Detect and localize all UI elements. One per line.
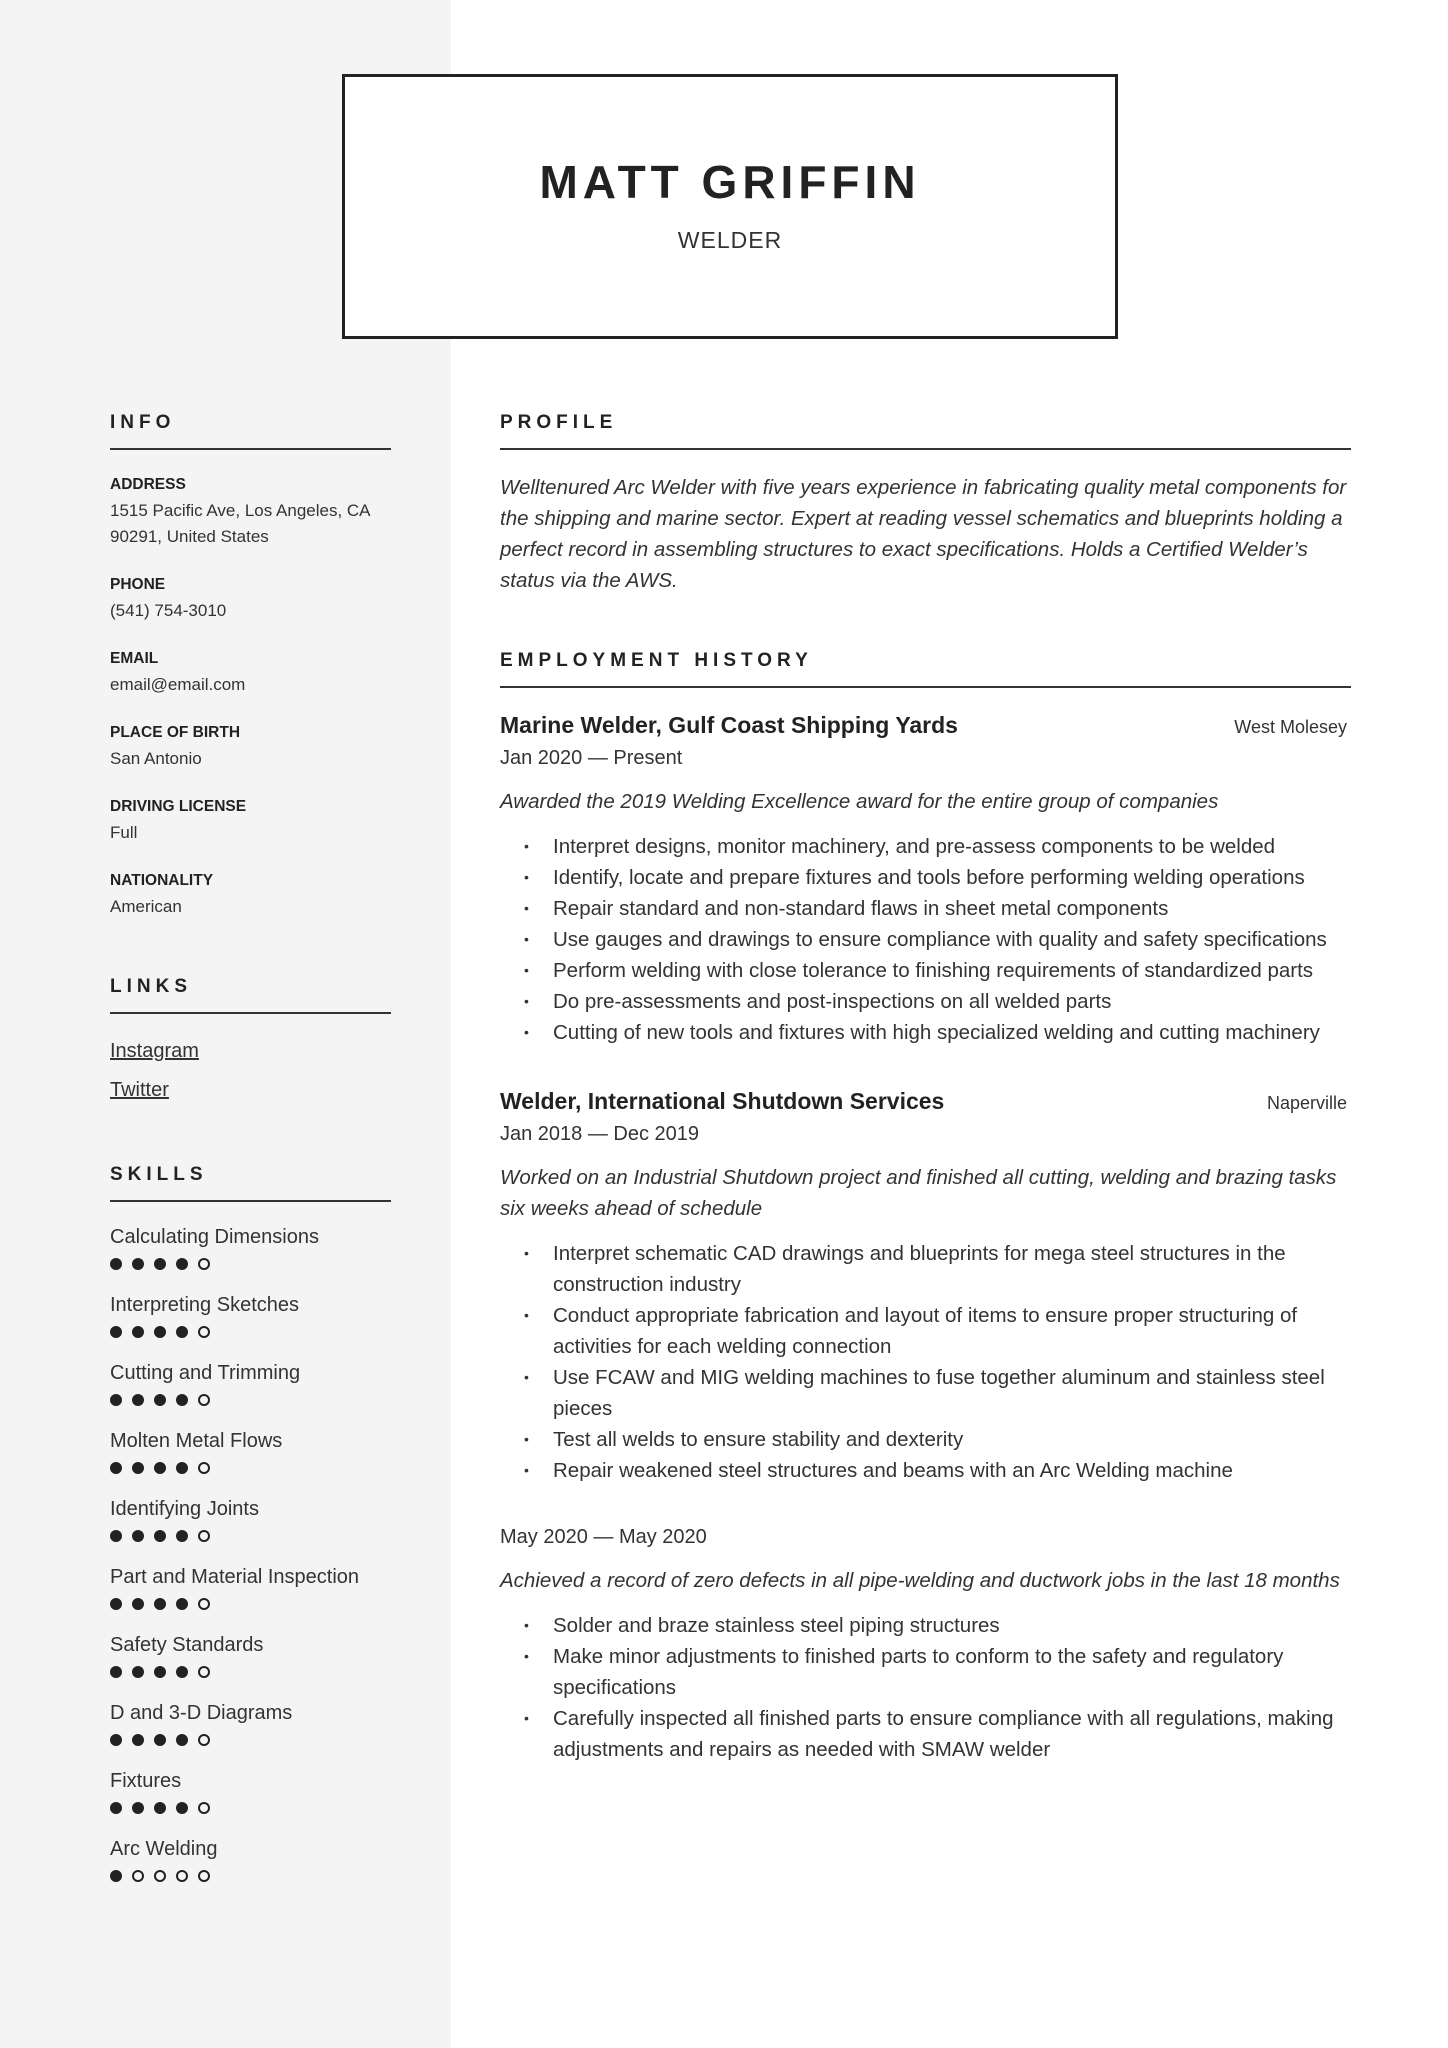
job-bullet: • Conduct appropriate fabrication and layout of items to ensure proper structuring of activities for each welding connection xyxy=(500,1300,1351,1362)
job-bullet: • Test all welds to ensure stability and dexterity xyxy=(500,1424,1351,1455)
skill-rating xyxy=(110,1462,391,1474)
filled-dot-icon xyxy=(154,1326,166,1338)
job-summary: Awarded the 2019 Welding Excellence award for the entire group of companies xyxy=(500,790,1219,813)
info-label: EMAIL xyxy=(110,650,159,667)
job-bullets xyxy=(500,1610,1351,1765)
skill-item xyxy=(110,1224,391,1270)
job-summary: Worked on an Industrial Shutdown project and finished all cutting, welding and brazing tasks six weeks ahead of schedule xyxy=(500,1166,1337,1220)
skill-rating xyxy=(110,1870,391,1882)
instagram-link[interactable]: Instagram xyxy=(110,1040,199,1062)
skill-name: Fixtures xyxy=(110,1770,182,1792)
job-bullet: • Identify, locate and prepare fixtures and tools before performing welding operations xyxy=(500,862,1351,893)
skill-item xyxy=(110,1496,391,1542)
skill-name: Interpreting Sketches xyxy=(110,1294,299,1316)
filled-dot-icon xyxy=(110,1394,122,1406)
skill-item xyxy=(110,1292,391,1338)
info-fields xyxy=(110,476,391,920)
filled-dot-icon xyxy=(154,1734,166,1746)
empty-dot-icon xyxy=(198,1326,210,1338)
filled-dot-icon xyxy=(154,1462,166,1474)
filled-dot-icon xyxy=(154,1258,166,1270)
job-dates: Jan 2018 — Dec 2019 xyxy=(500,1123,700,1145)
links-heading: LINKS xyxy=(110,976,391,1014)
filled-dot-icon xyxy=(110,1462,122,1474)
filled-dot-icon xyxy=(132,1802,144,1814)
job-bullet: • Interpret designs, monitor machinery, and pre-assess components to be welded xyxy=(500,831,1351,862)
filled-dot-icon xyxy=(132,1598,144,1610)
job-bullet: • Repair weakened steel structures and beams with an Arc Welding machine xyxy=(500,1455,1351,1486)
info-value: San Antonio xyxy=(110,749,202,768)
filled-dot-icon xyxy=(110,1598,122,1610)
job-location: Naperville xyxy=(1266,1093,1347,1113)
job-entry xyxy=(500,1526,1351,1765)
filled-dot-icon xyxy=(176,1802,188,1814)
skill-rating xyxy=(110,1394,391,1406)
empty-dot-icon xyxy=(198,1462,210,1474)
job-title: Marine Welder, Gulf Coast Shipping Yards xyxy=(500,712,958,738)
filled-dot-icon xyxy=(132,1666,144,1678)
filled-dot-icon xyxy=(176,1530,188,1542)
job-bullet: • Solder and braze stainless steel piping structures xyxy=(500,1610,1351,1641)
empty-dot-icon xyxy=(198,1394,210,1406)
skill-item xyxy=(110,1564,391,1610)
skill-rating xyxy=(110,1666,391,1678)
skill-rating xyxy=(110,1326,391,1338)
skill-item xyxy=(110,1428,391,1474)
info-label: DRIVING LICENSE xyxy=(110,798,247,815)
job-entry xyxy=(500,712,1351,1048)
skill-name: Cutting and Trimming xyxy=(110,1362,301,1384)
empty-dot-icon xyxy=(198,1734,210,1746)
employment-heading: EMPLOYMENT HISTORY xyxy=(500,650,1351,688)
job-title: Welder, International Shutdown Services xyxy=(500,1088,945,1114)
filled-dot-icon xyxy=(154,1530,166,1542)
empty-dot-icon xyxy=(198,1870,210,1882)
job-header xyxy=(500,1088,1351,1115)
filled-dot-icon xyxy=(154,1802,166,1814)
info-label: NATIONALITY xyxy=(110,872,214,889)
empty-dot-icon xyxy=(176,1870,188,1882)
skill-name: Arc Welding xyxy=(110,1838,218,1860)
filled-dot-icon xyxy=(132,1394,144,1406)
job-bullet: • Cutting of new tools and fixtures with high specialized welding and cutting machinery xyxy=(500,1017,1351,1048)
skill-name: Molten Metal Flows xyxy=(110,1430,283,1452)
left-column xyxy=(110,412,391,1882)
info-value: Full xyxy=(110,823,138,842)
filled-dot-icon xyxy=(132,1258,144,1270)
empty-dot-icon xyxy=(154,1870,166,1882)
job-bullet: • Carefully inspected all finished parts to ensure compliance with all regulations, making adjustments and repairs as needed with SMAW welder xyxy=(500,1703,1351,1765)
skill-item xyxy=(110,1700,391,1746)
info-label: PLACE OF BIRTH xyxy=(110,724,241,741)
skill-rating xyxy=(110,1258,391,1270)
skill-item xyxy=(110,1632,391,1678)
skill-rating xyxy=(110,1598,391,1610)
filled-dot-icon xyxy=(176,1394,188,1406)
filled-dot-icon xyxy=(110,1326,122,1338)
skills-heading: SKILLS xyxy=(110,1164,391,1202)
skills-list xyxy=(110,1224,391,1882)
name-header xyxy=(342,74,1118,339)
job-bullet: • Use FCAW and MIG welding machines to fuse together aluminum and stainless steel pieces xyxy=(500,1362,1351,1424)
job-bullet: • Interpret schematic CAD drawings and blueprints for mega steel structures in the construction industry xyxy=(500,1238,1351,1300)
filled-dot-icon xyxy=(176,1666,188,1678)
empty-dot-icon xyxy=(198,1258,210,1270)
filled-dot-icon xyxy=(132,1530,144,1542)
info-heading: INFO xyxy=(110,412,391,450)
skill-name: Calculating Dimensions xyxy=(110,1226,319,1248)
empty-dot-icon xyxy=(132,1870,144,1882)
filled-dot-icon xyxy=(110,1666,122,1678)
filled-dot-icon xyxy=(154,1598,166,1610)
jobs-list xyxy=(500,712,1351,1765)
empty-dot-icon xyxy=(198,1666,210,1678)
main-column xyxy=(500,412,1351,1765)
info-value: email@email.com xyxy=(110,675,246,694)
job-bullet: • Perform welding with close tolerance to finishing requirements of standardized parts xyxy=(500,955,1351,986)
filled-dot-icon xyxy=(176,1462,188,1474)
info-value: American xyxy=(110,897,182,916)
filled-dot-icon xyxy=(176,1326,188,1338)
job-bullets xyxy=(500,831,1351,1048)
filled-dot-icon xyxy=(132,1326,144,1338)
skill-item xyxy=(110,1360,391,1406)
skill-name: D and 3-D Diagrams xyxy=(110,1702,293,1724)
filled-dot-icon xyxy=(110,1734,122,1746)
info-value: 1515 Pacific Ave, Los Angeles, CA 90291, United States xyxy=(110,501,370,546)
job-bullet: • Use gauges and drawings to ensure compliance with quality and safety specifications xyxy=(500,924,1351,955)
job-dates: Jan 2020 — Present xyxy=(500,747,683,769)
info-label: ADDRESS xyxy=(110,476,186,493)
filled-dot-icon xyxy=(176,1598,188,1610)
filled-dot-icon xyxy=(132,1734,144,1746)
job-bullet: • Make minor adjustments to finished parts to conform to the safety and regulatory specifications xyxy=(500,1641,1351,1703)
filled-dot-icon xyxy=(154,1394,166,1406)
skill-name: Part and Material Inspection xyxy=(110,1566,360,1588)
skill-name: Safety Standards xyxy=(110,1634,264,1656)
filled-dot-icon xyxy=(154,1666,166,1678)
empty-dot-icon xyxy=(198,1802,210,1814)
profile-text: Welltenured Arc Welder with five years experience in fabricating quality metal components for the shipping and marine sector. Expert at reading vessel schematics and blueprints holding a perfect record in assembling structures to exact specifications. Holds a Certified Welder’s status via the AWS. xyxy=(500,476,1347,592)
skill-item xyxy=(110,1836,391,1882)
filled-dot-icon xyxy=(132,1462,144,1474)
filled-dot-icon xyxy=(176,1734,188,1746)
skill-item xyxy=(110,1768,391,1814)
filled-dot-icon xyxy=(110,1530,122,1542)
skill-rating xyxy=(110,1530,391,1542)
info-label: PHONE xyxy=(110,576,166,593)
skill-name: Identifying Joints xyxy=(110,1498,259,1520)
job-summary: Achieved a record of zero defects in all pipe-welding and ductwork jobs in the last 18 months xyxy=(500,1569,1340,1592)
job-title: WELDER xyxy=(677,227,783,253)
candidate-name: MATT GRIFFIN xyxy=(539,156,921,208)
empty-dot-icon xyxy=(198,1598,210,1610)
job-dates: May 2020 — May 2020 xyxy=(500,1526,707,1548)
twitter-link[interactable]: Twitter xyxy=(110,1079,169,1101)
job-location: West Molesey xyxy=(1234,717,1347,737)
job-header xyxy=(500,712,1351,739)
skill-rating xyxy=(110,1802,391,1814)
skill-rating xyxy=(110,1734,391,1746)
filled-dot-icon xyxy=(110,1258,122,1270)
job-entry xyxy=(500,1088,1351,1486)
profile-heading: PROFILE xyxy=(500,412,1351,450)
empty-dot-icon xyxy=(198,1530,210,1542)
filled-dot-icon xyxy=(110,1870,122,1882)
job-bullet: • Do pre-assessments and post-inspections on all welded parts xyxy=(500,986,1351,1017)
job-bullets xyxy=(500,1238,1351,1486)
job-bullet: • Repair standard and non-standard flaws in sheet metal components xyxy=(500,893,1351,924)
filled-dot-icon xyxy=(176,1258,188,1270)
info-value: (541) 754-3010 xyxy=(110,601,227,620)
filled-dot-icon xyxy=(110,1802,122,1814)
